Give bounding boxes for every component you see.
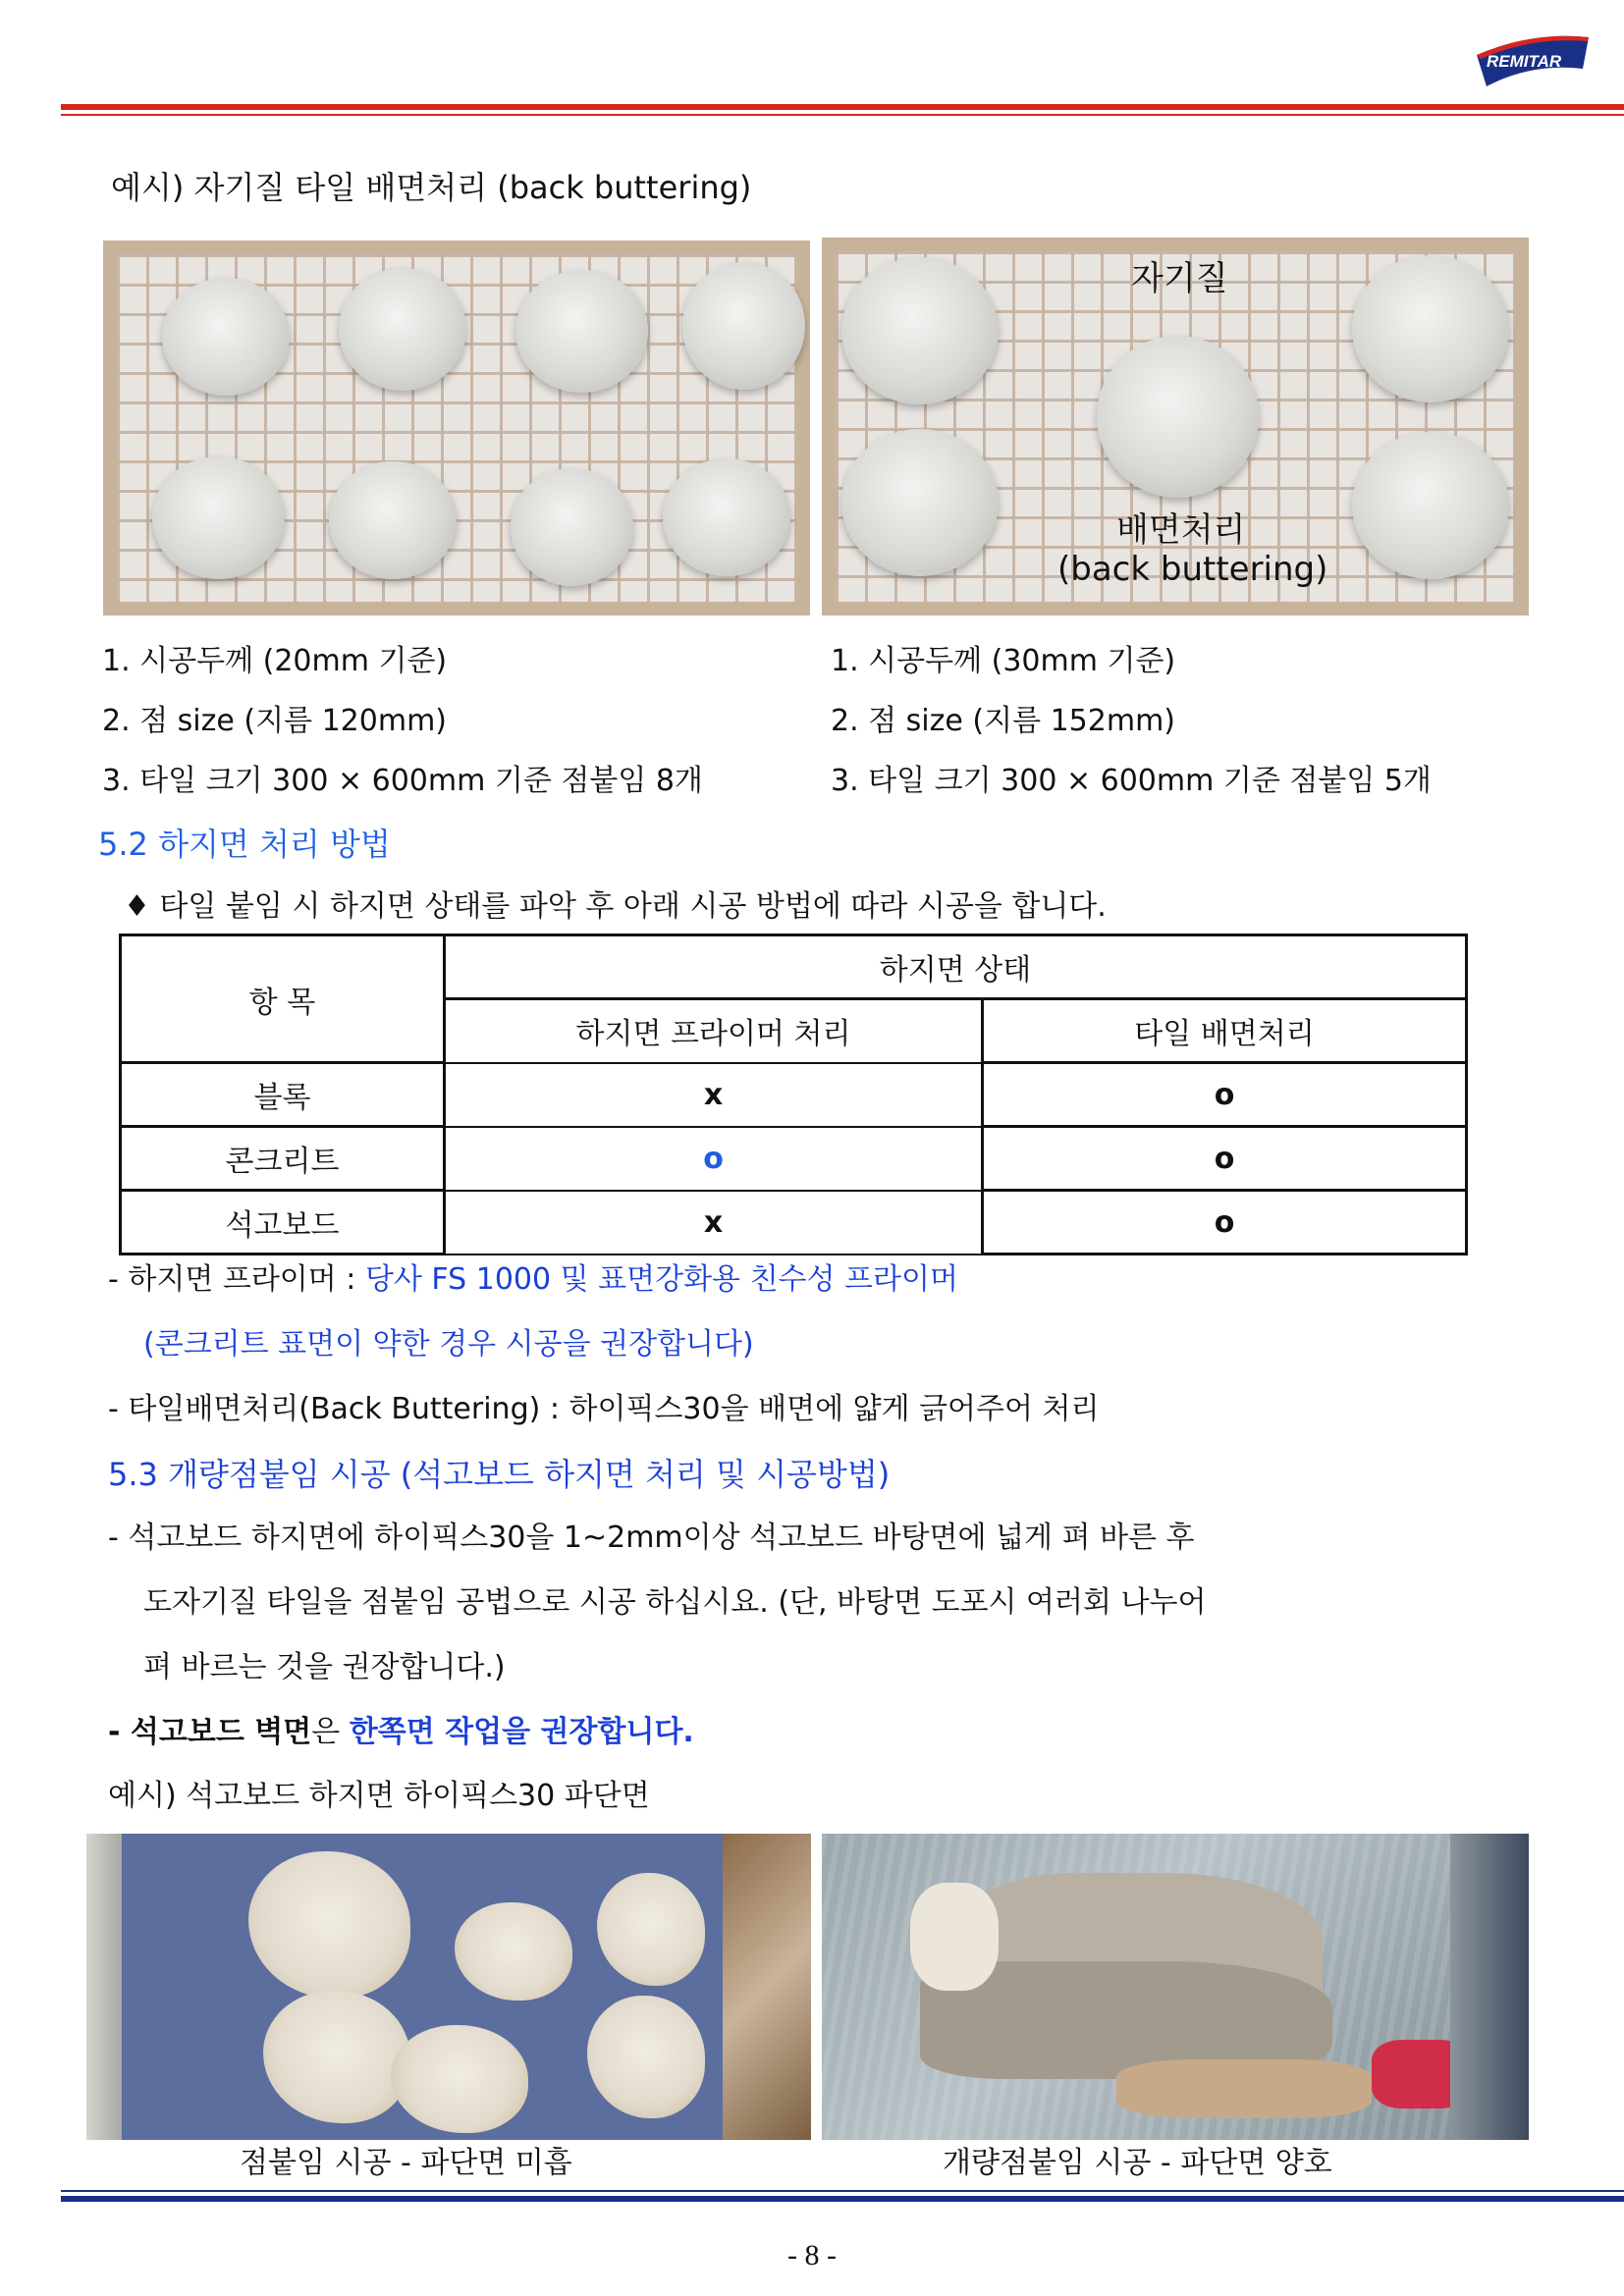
tile-photo-8-dots xyxy=(103,240,810,615)
example1-title: 예시) 자기질 타일 배면처리 (back buttering) xyxy=(111,169,752,206)
footer-rule-blue xyxy=(61,2196,1624,2202)
photo-label-porcelain: 자기질 xyxy=(1131,259,1228,298)
table-header-item: 항 목 xyxy=(121,935,445,1063)
row-item: 석고보드 xyxy=(121,1191,445,1255)
primer-note-condition: (콘크리트 표면이 약한 경우 시공을 권장합니다) xyxy=(143,1327,754,1362)
fracture-photo-dot-method xyxy=(86,1834,811,2140)
section-5-3-para-line-3: 펴 바르는 것을 권장합니다.) xyxy=(143,1650,506,1684)
example2-title: 예시) 석고보드 하지면 하이픽스30 파단면 xyxy=(108,1779,650,1813)
right-list-item-1: 1. 시공두께 (30mm 기준) xyxy=(831,644,1176,678)
table-header-group: 하지면 상태 xyxy=(445,935,1467,999)
buttering-note: - 타일배면처리(Back Buttering) : 하이픽스30을 배면에 얇게 긁어주어 처리 xyxy=(108,1392,1100,1426)
left-list-item-2: 2. 점 size (지름 120mm) xyxy=(102,704,447,738)
table-header-buttering: 타일 배면처리 xyxy=(983,999,1467,1063)
logo-subtext: 레미탈 xyxy=(1553,72,1577,80)
right-list-item-3: 3. 타일 크기 300 × 600mm 기준 점붙임 5개 xyxy=(831,764,1432,798)
recommendation-subject: - 석고보드 벽면 xyxy=(108,1715,312,1749)
substrate-treatment-table xyxy=(119,934,1468,1255)
caption-right: 개량점붙임 시공 - 파단면 양호 xyxy=(943,2146,1332,2180)
header-rule-red-thin xyxy=(61,114,1624,116)
row-primer-mark: x xyxy=(445,1191,983,1255)
page-number: - 8 - xyxy=(787,2239,837,2271)
section-5-3-heading: 5.3 개량점붙임 시공 (석고보드 하지면 처리 및 시공방법) xyxy=(108,1456,891,1493)
remitar-logo xyxy=(1473,29,1591,90)
section-5-2-intro: ♦ 타일 붙임 시 하지면 상태를 파악 후 아래 시공 방법에 따라 시공을 합니다. xyxy=(124,889,1107,924)
row-primer-mark: x xyxy=(445,1063,983,1127)
fracture-photo-improved-method xyxy=(822,1834,1529,2140)
row-item: 블록 xyxy=(121,1063,445,1127)
caption-left: 점붙임 시공 - 파단면 미흡 xyxy=(240,2146,572,2180)
photo-label-buttering-en: (back buttering) xyxy=(1057,550,1328,589)
row-item: 콘크리트 xyxy=(121,1127,445,1191)
row-buttering-mark: o xyxy=(983,1127,1467,1191)
primer-note-label: - 하지면 프라이머 : xyxy=(108,1262,365,1297)
logo-text: REMITAR xyxy=(1487,52,1562,71)
gypsum-recommendation xyxy=(108,1715,694,1750)
header-rule-red xyxy=(61,104,1624,110)
table-row xyxy=(121,1127,1467,1191)
row-buttering-mark: o xyxy=(983,1191,1467,1255)
table-row xyxy=(121,1063,1467,1127)
primer-note xyxy=(108,1262,958,1298)
table-header-primer: 하지면 프라이머 처리 xyxy=(445,999,983,1063)
recommendation-particle: 은 xyxy=(311,1715,350,1749)
row-buttering-mark: o xyxy=(983,1063,1467,1127)
table-row xyxy=(121,1191,1467,1255)
row-primer-mark: o xyxy=(445,1127,983,1191)
tile-photo-5-dots xyxy=(822,238,1529,615)
primer-note-product: 당사 FS 1000 및 표면강화용 친수성 프라이머 xyxy=(364,1262,958,1297)
recommendation-highlight: 한쪽면 작업을 권장합니다. xyxy=(349,1715,694,1749)
photo-label-buttering: 배면처리 xyxy=(1116,510,1246,550)
section-5-3-para-line-2: 도자기질 타일을 점붙임 공법으로 시공 하십시요. (단, 바탕면 도포시 여러회 나누어 xyxy=(143,1585,1207,1620)
footer-rule-blue-thin xyxy=(61,2190,1624,2192)
section-5-2-heading: 5.2 하지면 처리 방법 xyxy=(98,826,391,863)
left-list-item-1: 1. 시공두께 (20mm 기준) xyxy=(102,644,448,678)
left-list-item-3: 3. 타일 크기 300 × 600mm 기준 점붙임 8개 xyxy=(102,764,703,798)
right-list-item-2: 2. 점 size (지름 152mm) xyxy=(831,704,1175,738)
section-5-3-para-line-1: - 석고보드 하지면에 하이픽스30을 1~2mm이상 석고보드 바탕면에 넓게 펴 바른 후 xyxy=(108,1521,1195,1555)
